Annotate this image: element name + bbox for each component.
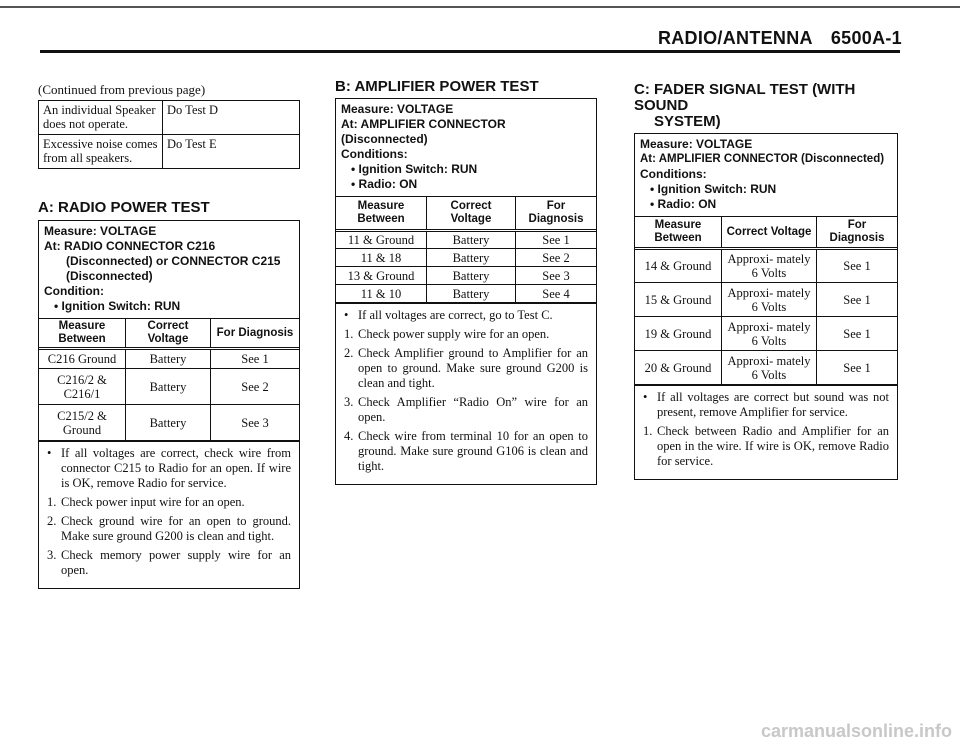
column-header: For Diagnosis (817, 217, 898, 249)
left-column (38, 82, 300, 589)
note-item (344, 395, 588, 425)
test-b-box (335, 98, 597, 485)
test-c-table (635, 216, 897, 385)
note-text: Check memory power supply wire for an open. (61, 548, 291, 577)
table-row (336, 267, 596, 285)
condition-item: • Ignition Switch: RUN (650, 182, 777, 196)
table-row (635, 351, 897, 385)
condition-item: • Ignition Switch: RUN (351, 162, 478, 176)
test-c-notes (635, 385, 897, 479)
table-row (635, 249, 897, 283)
diagnosis-cell: See 1 (817, 351, 898, 385)
note-text: If all voltages are correct, check wire from connector C215 to Radio for an open. If wire is OK, remove Radio for service. (61, 446, 291, 490)
table-header-row (336, 197, 596, 231)
measure-cell: 11 & 18 (336, 249, 427, 267)
measure-cell: 11 & Ground (336, 231, 427, 249)
voltage-cell: Battery (427, 285, 516, 303)
note-item (344, 429, 588, 474)
test-c-box (634, 133, 898, 480)
symptom-cell: Excessive noise comes from all speakers. (39, 135, 163, 169)
note-marker: 2. (344, 346, 354, 360)
table-row (39, 349, 299, 369)
note-item (344, 346, 588, 391)
table-row (39, 135, 300, 169)
diagnosis-cell: See 2 (211, 369, 300, 405)
note-text: Check between Radio and Amplifier for an open in the wire. If wire is OK, remove Radio for service. (657, 424, 889, 468)
condition-label: Conditions: (640, 167, 707, 181)
note-marker: • (643, 390, 648, 404)
at-label-cont: (Disconnected) (66, 269, 153, 283)
condition-label: Condition: (44, 284, 104, 298)
at-label: At: AMPLIFIER CONNECTOR (Disconnected) (640, 153, 885, 165)
top-border-line (0, 6, 960, 8)
note-marker: 1. (47, 495, 57, 509)
measure-cell: C216 Ground (39, 349, 126, 369)
test-c-title-cont: SYSTEM) (654, 113, 721, 130)
diagnosis-cell: See 1 (817, 283, 898, 317)
measure-cell: 19 & Ground (635, 317, 722, 351)
table-header-row (635, 217, 897, 249)
test-a-info (39, 221, 299, 318)
note-item (344, 308, 588, 323)
test-a-notes (39, 441, 299, 588)
column-header: For Diagnosis (211, 319, 300, 349)
measure-cell: 11 & 10 (336, 285, 427, 303)
test-a-box (38, 220, 300, 589)
measure-label: Measure: VOLTAGE (44, 224, 157, 238)
section-title: RADIO/ANTENNA (657, 28, 813, 48)
voltage-cell: Approxi- mately 6 Volts (722, 317, 817, 351)
note-marker: • (47, 446, 52, 460)
diagnosis-cell: See 3 (516, 267, 597, 285)
at-label: At: AMPLIFIER CONNECTOR (Disconnected) (341, 117, 506, 146)
note-marker: 3. (344, 395, 354, 409)
column-header: Correct Voltage (427, 197, 516, 231)
action-cell: Do Test D (163, 101, 300, 135)
note-text: If all voltages are correct, go to Test C. (358, 308, 553, 322)
note-text: If all voltages are correct but sound was not present, remove Amplifier for service. (657, 390, 889, 419)
voltage-cell: Battery (427, 249, 516, 267)
voltage-cell: Approxi- mately 6 Volts (722, 249, 817, 283)
note-item (47, 495, 291, 510)
diagnosis-cell: See 1 (817, 317, 898, 351)
header-rule (40, 50, 900, 53)
measure-label: Measure: VOLTAGE (640, 137, 753, 151)
column-header: Measure Between (336, 197, 427, 231)
note-item (344, 327, 588, 342)
measure-cell: 13 & Ground (336, 267, 427, 285)
diagnosis-cell: See 1 (817, 249, 898, 283)
measure-label: Measure: VOLTAGE (341, 102, 454, 116)
middle-column (335, 79, 597, 485)
continued-table (38, 100, 300, 169)
condition-item: • Radio: ON (650, 197, 717, 211)
action-cell: Do Test E (163, 135, 300, 169)
diagnosis-cell: See 1 (211, 349, 300, 369)
symptom-cell: An individual Speaker does not operate. (39, 101, 163, 135)
test-b-info (336, 99, 596, 196)
measure-cell: 20 & Ground (635, 351, 722, 385)
measure-cell: 14 & Ground (635, 249, 722, 283)
table-row (635, 317, 897, 351)
table-row (39, 101, 300, 135)
note-item (47, 548, 291, 578)
note-text: Check power supply wire for an open. (358, 327, 550, 341)
voltage-cell: Battery (427, 267, 516, 285)
table-row (336, 249, 596, 267)
column-header: Measure Between (635, 217, 722, 249)
note-marker: 4. (344, 429, 354, 443)
measure-cell: 15 & Ground (635, 283, 722, 317)
note-marker: 3. (47, 548, 57, 562)
note-text: Check wire from terminal 10 for an open to ground. Make sure ground G106 is clean and tight. (358, 429, 588, 473)
voltage-cell: Approxi- mately 6 Volts (722, 351, 817, 385)
note-item (47, 514, 291, 544)
at-label-cont: (Disconnected) or CONNECTOR C215 (66, 254, 281, 268)
column-header: Correct Voltage (126, 319, 211, 349)
page-header (658, 28, 902, 49)
column-header: Correct Voltage (722, 217, 817, 249)
condition-item: • Ignition Switch: RUN (54, 299, 181, 313)
diagnosis-cell: See 4 (516, 285, 597, 303)
section-code: 6500A-1 (830, 28, 902, 48)
diagnosis-cell: See 1 (516, 231, 597, 249)
at-label: At: RADIO CONNECTOR C216 (44, 239, 216, 253)
watermark: carmanualsonline.info (760, 721, 952, 741)
test-c-title: C: FADER SIGNAL TEST (WITH SOUND (634, 81, 856, 114)
test-b-table (336, 196, 596, 303)
note-marker: 2. (47, 514, 57, 528)
test-a-title: A: RADIO POWER TEST (38, 199, 210, 216)
note-marker: 1. (643, 424, 653, 438)
note-item (643, 390, 889, 420)
table-row (39, 369, 299, 405)
column-header: Measure Between (39, 319, 126, 349)
note-marker: 1. (344, 327, 354, 341)
measure-cell: C215/2 & Ground (39, 405, 126, 441)
diagnosis-cell: See 3 (211, 405, 300, 441)
right-column (634, 82, 898, 480)
test-c-info (635, 134, 897, 216)
voltage-cell: Battery (427, 231, 516, 249)
measure-cell: C216/2 & C216/1 (39, 369, 126, 405)
voltage-cell: Battery (126, 369, 211, 405)
diagnosis-cell: See 2 (516, 249, 597, 267)
test-b-title: B: AMPLIFIER POWER TEST (335, 78, 539, 95)
note-text: Check Amplifier “Radio On” wire for an open. (358, 395, 588, 424)
table-row (336, 285, 596, 303)
condition-item: • Radio: ON (351, 177, 418, 191)
voltage-cell: Approxi- mately 6 Volts (722, 283, 817, 317)
note-text: Check power input wire for an open. (61, 495, 245, 509)
condition-label: Conditions: (341, 147, 408, 161)
note-marker: • (344, 308, 349, 322)
table-row (635, 283, 897, 317)
note-item (643, 424, 889, 469)
note-text: Check Amplifier ground to Amplifier for an open to ground. Make sure ground G200 is clean and tight. (358, 346, 588, 390)
column-header: For Diagnosis (516, 197, 597, 231)
table-row (336, 231, 596, 249)
voltage-cell: Battery (126, 405, 211, 441)
test-a-table (39, 318, 299, 441)
test-b-notes (336, 303, 596, 484)
table-row (39, 405, 299, 441)
note-item (47, 446, 291, 491)
note-text: Check ground wire for an open to ground. Make sure ground G200 is clean and tight. (61, 514, 291, 543)
table-header-row (39, 319, 299, 349)
voltage-cell: Battery (126, 349, 211, 369)
continued-label: (Continued from previous page) (38, 82, 206, 97)
